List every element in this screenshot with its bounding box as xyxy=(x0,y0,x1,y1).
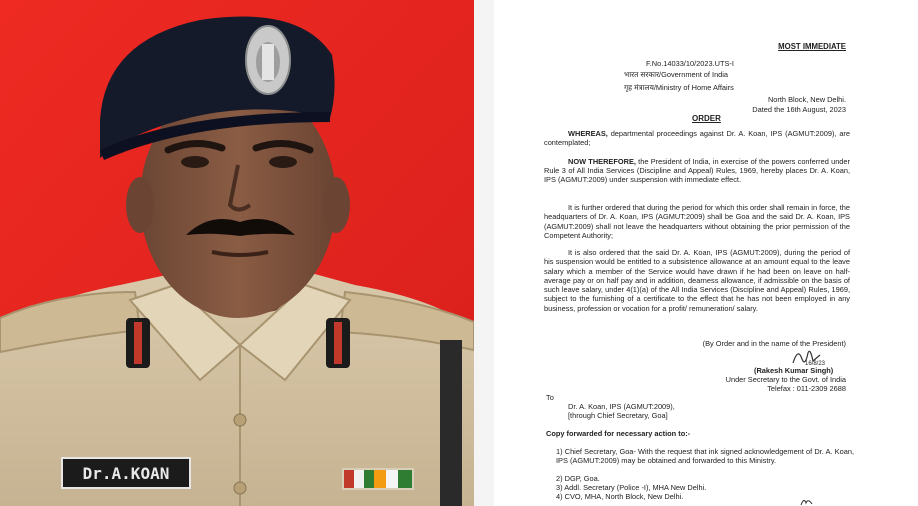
priority-label: MOST IMMEDIATE xyxy=(778,42,846,51)
order-heading: ORDER xyxy=(692,114,721,123)
paragraph-subsistence xyxy=(544,248,850,313)
signature-date: 16/8/23 xyxy=(805,361,826,367)
to-label: To xyxy=(546,393,554,402)
paragraph-text: departmental proceedings against Dr. A. Koan, IPS (AGMUT:2009), are contemplated; xyxy=(544,129,850,148)
ministry-line: गृह मंत्रालय/Ministry of Home Affairs xyxy=(624,83,734,92)
paragraph-lead: NOW THEREFORE, xyxy=(568,157,636,166)
signatory-designation: Under Secretary to the Govt. of India xyxy=(725,375,846,384)
copy-heading: Copy forwarded for necessary action to:- xyxy=(546,429,691,438)
government-line: भारत सरकार/Government of India xyxy=(624,70,729,79)
file-number: F.No.14033/10/2023.UTS-I xyxy=(646,59,734,68)
paragraph-now-therefore xyxy=(544,157,850,185)
signatory-name: (Rakesh Kumar Singh) xyxy=(754,366,834,375)
initial-mark xyxy=(800,496,814,506)
paragraph-headquarters xyxy=(544,203,850,240)
paragraph-text: It is also ordered that the said Dr. A. Koan, IPS (AGMUT:2009), during the period of his suspension would be entitled to a subsistence allowance at an amount equal to the leave salary which a member of the Service would have drawn if he had been on leave on half-average pay or on half pay and in addition, dearness allowance, if admissible on the basis of such leave salary, under 4(1)(a) of the All India Services (Discipline and Appeal) Rules, 1969, subject to the furnishing of a certificate to the effect that he has not been employed in any business, profession or vocation for a profit/ remuneration/ salary. xyxy=(544,248,850,313)
copy-item: 2) DGP, Goa. xyxy=(556,474,600,483)
paragraph-text: It is further ordered that during the period for which this order shall remain in force, the headquarters of Dr. A. Koan, IPS (AGMUT:2009) shall be Goa and the said Dr. A. Koan, IPS (AGMUT:2009) shall not leave the headquarters without obtaining the prior permission of the Competent Authority; xyxy=(544,203,850,240)
place: North Block, New Delhi. xyxy=(767,95,846,104)
addressee: Dr. A. Koan, IPS (AGMUT:2009), xyxy=(568,402,675,411)
order-date: Dated the 16th August, 2023 xyxy=(752,105,846,114)
through-line: [through Chief Secretary, Goa] xyxy=(568,411,668,420)
copy-item: 4) CVO, MHA, North Block, New Delhi. xyxy=(556,492,684,501)
copy-item: 3) Addl. Secretary (Police -I), MHA New Delhi. xyxy=(556,483,707,492)
divider xyxy=(474,0,494,506)
paragraph-text: the President of India, in exercise of the powers conferred under Rule 3 of All India Services (Discipline and Appeal) Rules, 1969, hereby places Dr. A. Koan, IPS (AGMUT:2009) under suspension with immediate effect. xyxy=(544,157,850,185)
copy-item: 1) Chief Secretary, Goa- With the request that ink signed acknowledgement of Dr. A. Koan, IPS (AGMUT:2009) may be obtained and forwarded to this Ministry. xyxy=(556,447,854,466)
by-order-line: (By Order and in the name of the President) xyxy=(702,339,846,348)
telefax: Telefax : 011-2309 2688 xyxy=(767,384,846,393)
paragraph-whereas xyxy=(544,129,850,147)
paragraph-lead: WHEREAS, xyxy=(568,129,608,138)
suspension-order-document xyxy=(494,0,918,506)
name-tag: Dr.A.KOAN xyxy=(82,464,170,483)
